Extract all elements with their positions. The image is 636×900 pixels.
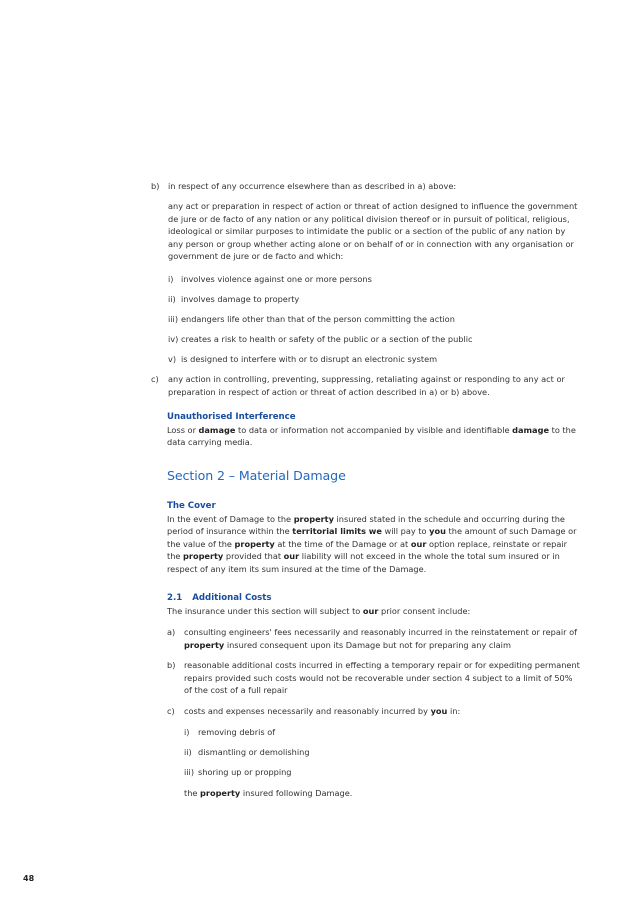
defined-term: damage [198, 424, 236, 435]
sub-list-text: endangers life other than that of the person committing the action [181, 314, 455, 324]
list-text: reasonable additional costs incurred in effecting a temporary repair or for expediting permanent repairs provided such costs would not be recoverable under section 4 subject to a limit of 50% of the cost of a full repair [184, 660, 580, 696]
text-run: option replace, reinstate or repair the [167, 538, 567, 562]
sub-list-text: shoring up or propping [198, 767, 292, 777]
section-title: Section 2 – Material Damage [167, 468, 346, 483]
sub-list-text: removing debris of [198, 727, 276, 737]
defined-term: you [430, 706, 448, 716]
list-label: a) [167, 627, 176, 637]
text-run: the [184, 788, 201, 798]
list-item-c [151, 373, 581, 398]
definition-body: any act or preparation in respect of action or threat of action designed to influence the government de jure or de facto of any nation or any political division thereof or in pursuit of political, religious, ideological or similar purposes to intimidate the public or a section of the public of any nation by any person or group whether acting alone or on behalf of or in connection with any organisation or government de jure or de facto and which: [168, 201, 578, 262]
sub-list-label: iii) [184, 767, 195, 777]
sub-list-text: is designed to interfere with or to disrupt an electronic system [181, 354, 438, 364]
text-run: The insurance under this section will subject to [167, 605, 363, 616]
clause-heading: Additional Costs [192, 593, 272, 603]
sub-list-label: i) [168, 274, 174, 284]
defined-term: property [183, 551, 224, 562]
list-item-a [167, 626, 582, 651]
sub-list-item [168, 313, 568, 326]
subheading: The Cover [167, 501, 216, 511]
list-label: b) [151, 181, 160, 191]
text-run: to the data carrying media. [167, 424, 576, 448]
text-run: insured following Damage. [240, 788, 353, 798]
list-item-b [167, 659, 582, 697]
sub-list-text: dismantling or demolishing [198, 747, 310, 757]
sub-list-text: involves damage to property [181, 294, 300, 304]
text-run: Loss or [167, 424, 199, 435]
sub-list-text: involves violence against one or more persons [181, 274, 372, 284]
defined-term: our [362, 605, 379, 616]
defined-term: property [184, 639, 225, 650]
defined-term: damage [512, 424, 549, 435]
unauthorised-interference-block [167, 411, 582, 449]
text-run: at the time of the Damage or at [274, 538, 411, 549]
cover-block [167, 500, 582, 576]
defined-term: our [283, 551, 300, 562]
list-text [184, 705, 582, 718]
defined-term: you [429, 526, 446, 537]
defined-term: property [293, 513, 334, 524]
list-label: b) [167, 660, 176, 670]
defined-term: property [234, 538, 275, 549]
sub-list-label: v) [168, 354, 177, 364]
sub-list-label: ii) [168, 294, 176, 304]
text-run: In the event of Damage to the [167, 513, 294, 524]
subheading [167, 592, 582, 605]
sub-list-label: iv) [168, 334, 179, 344]
text-run: insured consequent upon its Damage but not for preparing any claim [224, 639, 511, 650]
cover-paragraph [167, 513, 582, 576]
definition-paragraph [151, 200, 581, 263]
list-text: any action in controlling, preventing, suppressing, retaliating against or responding to any act or preparation in respect of action or threat of action described in a) or b) above. [168, 374, 565, 397]
text-run: will pay to [381, 526, 430, 537]
text-run: insured stated in the schedule and occurring during the period of insurance within the [167, 513, 565, 537]
additional-costs-block [167, 592, 582, 617]
list-item-b [151, 180, 581, 193]
closing-line [184, 787, 564, 800]
subheading: Unauthorised Interference [167, 412, 296, 422]
sub-list-item [168, 273, 568, 286]
list-label: c) [151, 374, 159, 384]
list-label: c) [167, 706, 175, 716]
sub-list-item [168, 293, 568, 306]
sub-list-item [184, 746, 564, 759]
text-run: to data or information not accompanied by visible and identifiable [235, 424, 513, 435]
sub-list-item [184, 766, 564, 779]
paragraph [167, 424, 582, 449]
sub-list-item [168, 353, 568, 366]
sub-list-label: iii) [168, 314, 179, 324]
defined-term: territorial limits we [292, 526, 382, 537]
sub-list-label: ii) [184, 747, 192, 757]
text-run: costs and expenses necessarily and reasonably incurred by [184, 706, 431, 716]
text-run: liability will not exceed in the whole the total sum insured or in respect of any item its sum insured at the time of the Damage. [167, 551, 560, 574]
paragraph [184, 787, 564, 800]
sub-list-label: i) [184, 727, 190, 737]
defined-term: our [410, 538, 427, 549]
sub-list-item [168, 333, 568, 346]
text-run: provided that [223, 551, 284, 562]
sub-list-item [184, 726, 564, 739]
list-text: in respect of any occurrence elsewhere than as described in a) above: [168, 181, 457, 191]
clause-number: 2.1 [167, 593, 183, 603]
page-number: 48 [23, 874, 35, 883]
text-run: in: [447, 706, 461, 716]
list-text [184, 626, 582, 651]
text-run: prior consent include: [378, 605, 471, 616]
text-run: the amount of such Damage or the value of the [167, 526, 577, 549]
list-item-c [167, 705, 582, 718]
text-run: consulting engineers' fees necessarily and reasonably incurred in the reinstatement or repair of [184, 627, 577, 637]
sub-list-text: creates a risk to health or safety of the public or a section of the public [181, 334, 473, 344]
defined-term: property [200, 788, 241, 798]
paragraph [167, 605, 582, 618]
